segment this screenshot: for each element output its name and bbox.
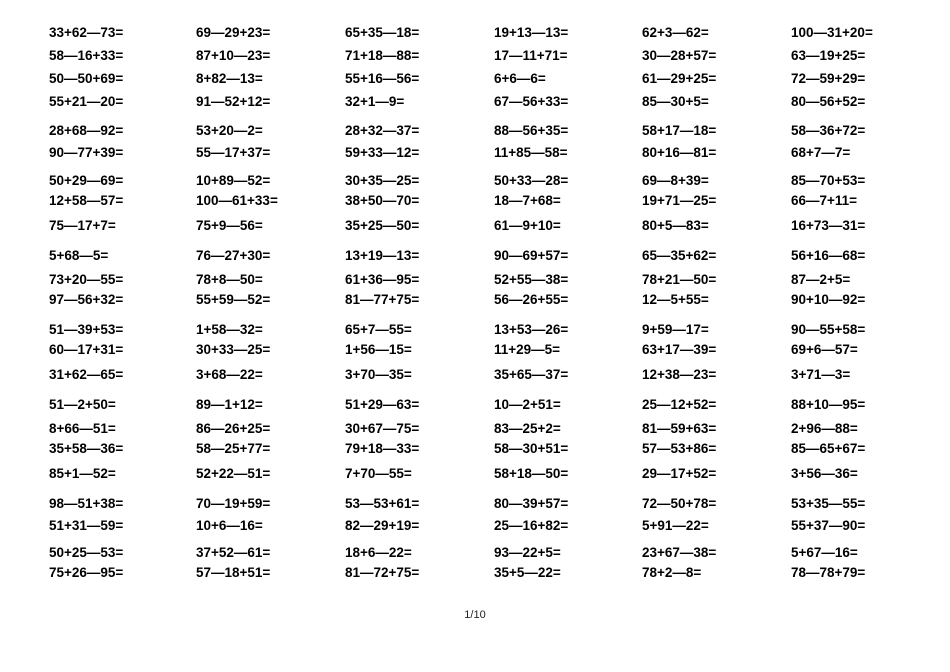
math-problem: 5+67—16=	[791, 545, 858, 560]
math-problem: 58—36+72=	[791, 123, 866, 138]
math-problem: 51+31—59=	[49, 518, 124, 533]
problem-column-6	[791, 0, 936, 600]
math-problem: 7+70—55=	[345, 466, 412, 481]
math-problem: 56—26+55=	[494, 292, 569, 307]
math-problem: 51—39+53=	[49, 322, 124, 337]
problem-column-1	[49, 0, 194, 600]
math-problem: 66—7+11=	[791, 193, 858, 208]
math-problem: 80—39+57=	[494, 496, 569, 511]
math-problem: 37+52—61=	[196, 545, 271, 560]
problem-column-3	[345, 0, 490, 600]
math-problem: 55+21—20=	[49, 94, 124, 109]
math-problem: 8+66—51=	[49, 421, 116, 436]
math-problem: 85—70+53=	[791, 173, 866, 188]
math-problem: 16+73—31=	[791, 218, 866, 233]
math-problem: 3+68—22=	[196, 367, 263, 382]
math-problem: 30+67—75=	[345, 421, 420, 436]
math-problem: 80+16—81=	[642, 145, 717, 160]
math-problem: 11+29—5=	[494, 342, 561, 357]
math-problem: 52+55—38=	[494, 272, 569, 287]
math-problem: 57—18+51=	[196, 565, 271, 580]
math-problem: 5+91—22=	[642, 518, 709, 533]
math-problem: 10+6—16=	[196, 518, 263, 533]
math-problem: 13+19—13=	[345, 248, 420, 263]
math-problem: 31+62—65=	[49, 367, 124, 382]
math-problem: 55+37—90=	[791, 518, 866, 533]
math-problem: 52+22—51=	[196, 466, 271, 481]
math-problem: 90—77+39=	[49, 145, 124, 160]
math-problem: 87—2+5=	[791, 272, 851, 287]
math-problem: 28+32—37=	[345, 123, 420, 138]
math-problem: 76—27+30=	[196, 248, 271, 263]
math-problem: 63+17—39=	[642, 342, 717, 357]
math-problem: 65—35+62=	[642, 248, 717, 263]
math-problem: 63—19+25=	[791, 48, 866, 63]
math-problem: 80+5—83=	[642, 218, 709, 233]
math-problem: 13+53—26=	[494, 322, 569, 337]
math-problem: 82—29+19=	[345, 518, 420, 533]
math-problem: 81—59+63=	[642, 421, 717, 436]
math-problem: 58—16+33=	[49, 48, 124, 63]
math-problem: 25—16+82=	[494, 518, 569, 533]
math-problem: 23+67—38=	[642, 545, 717, 560]
math-problem: 58+17—18=	[642, 123, 717, 138]
math-problem: 72—50+78=	[642, 496, 717, 511]
math-problem: 3+70—35=	[345, 367, 412, 382]
math-problem: 67—56+33=	[494, 94, 569, 109]
math-problem: 65+7—55=	[345, 322, 412, 337]
math-problem: 90—69+57=	[494, 248, 569, 263]
math-problem: 57—53+86=	[642, 441, 717, 456]
math-problem: 53+20—2=	[196, 123, 263, 138]
math-problem: 10+89—52=	[196, 173, 271, 188]
math-problem: 87+10—23=	[196, 48, 271, 63]
math-problem: 30—28+57=	[642, 48, 717, 63]
math-problem: 12+38—23=	[642, 367, 717, 382]
math-problem: 80—56+52=	[791, 94, 866, 109]
math-problem: 55+59—52=	[196, 292, 271, 307]
math-problem: 19+13—13=	[494, 25, 569, 40]
math-problem: 55+16—56=	[345, 71, 420, 86]
math-problem: 5+68—5=	[49, 248, 109, 263]
math-problem: 35+25—50=	[345, 218, 420, 233]
math-problem: 89—1+12=	[196, 397, 263, 412]
math-problem: 10—2+51=	[494, 397, 561, 412]
math-problem: 38+50—70=	[345, 193, 420, 208]
math-problem: 28+68—92=	[49, 123, 124, 138]
math-problem: 75—17+7=	[49, 218, 116, 233]
math-problem: 50+25—53=	[49, 545, 124, 560]
math-problem: 65+35—18=	[345, 25, 420, 40]
math-problem: 90+10—92=	[791, 292, 866, 307]
math-problem: 58—30+51=	[494, 441, 569, 456]
math-problem: 85+1—52=	[49, 466, 116, 481]
math-problem: 75+9—56=	[196, 218, 263, 233]
math-problem: 35+5—22=	[494, 565, 561, 580]
math-problem: 100—31+20=	[791, 25, 873, 40]
math-problem: 61—29+25=	[642, 71, 717, 86]
math-problem: 79+18—33=	[345, 441, 420, 456]
math-problem: 29—17+52=	[642, 466, 717, 481]
math-problem: 25—12+52=	[642, 397, 717, 412]
math-problem: 1+56—15=	[345, 342, 412, 357]
math-problem: 58+18—50=	[494, 466, 569, 481]
math-problem: 97—56+32=	[49, 292, 124, 307]
math-problem: 50—50+69=	[49, 71, 124, 86]
math-problem: 11+85—58=	[494, 145, 568, 160]
math-problem: 78+2—8=	[642, 565, 702, 580]
math-problem: 60—17+31=	[49, 342, 124, 357]
math-problem: 30+35—25=	[345, 173, 420, 188]
math-problem: 61+36—95=	[345, 272, 420, 287]
math-problem: 51—2+50=	[49, 397, 116, 412]
math-problem: 59+33—12=	[345, 145, 420, 160]
math-problem: 90—55+58=	[791, 322, 866, 337]
math-problem: 78+21—50=	[642, 272, 717, 287]
math-problem: 69—8+39=	[642, 173, 709, 188]
math-problem: 19+71—25=	[642, 193, 717, 208]
math-problem: 81—72+75=	[345, 565, 420, 580]
math-problem: 18+6—22=	[345, 545, 412, 560]
math-problem: 6+6—6=	[494, 71, 546, 86]
math-problem: 86—26+25=	[196, 421, 271, 436]
math-problem: 69—29+23=	[196, 25, 271, 40]
math-problem: 12+58—57=	[49, 193, 124, 208]
math-problem: 35+58—36=	[49, 441, 124, 456]
math-problem: 88+10—95=	[791, 397, 866, 412]
math-problem: 78—78+79=	[791, 565, 866, 580]
problem-column-4	[494, 0, 639, 600]
math-problem: 50+29—69=	[49, 173, 124, 188]
math-problem: 83—25+2=	[494, 421, 561, 436]
math-problem: 53+35—55=	[791, 496, 866, 511]
math-problem: 12—5+55=	[642, 292, 709, 307]
math-problem: 61—9+10=	[494, 218, 561, 233]
problem-column-2	[196, 0, 341, 600]
math-problem: 55—17+37=	[196, 145, 271, 160]
math-problem: 85—65+67=	[791, 441, 866, 456]
math-problem: 56+16—68=	[791, 248, 866, 263]
math-problem: 2+96—88=	[791, 421, 858, 436]
math-problem: 18—7+68=	[494, 193, 561, 208]
math-problem: 3+56—36=	[791, 466, 858, 481]
math-problem: 73+20—55=	[49, 272, 124, 287]
problem-column-5	[642, 0, 787, 600]
math-problem: 91—52+12=	[196, 94, 271, 109]
page-number: 1/10	[464, 609, 486, 621]
math-problem: 70—19+59=	[196, 496, 271, 511]
math-problem: 75+26—95=	[49, 565, 124, 580]
math-problem: 78+8—50=	[196, 272, 263, 287]
math-problem: 93—22+5=	[494, 545, 561, 560]
math-problem: 35+65—37=	[494, 367, 569, 382]
math-problem: 58—25+77=	[196, 441, 271, 456]
math-problem: 33+62—73=	[49, 25, 124, 40]
math-problem: 62+3—62=	[642, 25, 709, 40]
math-problem: 3+71—3=	[791, 367, 851, 382]
math-problem: 88—56+35=	[494, 123, 569, 138]
math-problem: 71+18—88=	[345, 48, 420, 63]
math-problem: 51+29—63=	[345, 397, 420, 412]
math-problem: 85—30+5=	[642, 94, 709, 109]
math-problem: 32+1—9=	[345, 94, 405, 109]
math-problem: 100—61+33=	[196, 193, 278, 208]
math-problem: 9+59—17=	[642, 322, 709, 337]
math-problem: 81—77+75=	[345, 292, 420, 307]
math-problem: 1+58—32=	[196, 322, 263, 337]
math-problem: 17—11+71=	[494, 48, 568, 63]
math-problem: 50+33—28=	[494, 173, 569, 188]
math-problem: 68+7—7=	[791, 145, 851, 160]
math-problem: 30+33—25=	[196, 342, 271, 357]
math-problem: 98—51+38=	[49, 496, 124, 511]
math-problem: 72—59+29=	[791, 71, 866, 86]
math-problem: 8+82—13=	[196, 71, 263, 86]
math-problem: 69+6—57=	[791, 342, 858, 357]
math-problem: 53—53+61=	[345, 496, 420, 511]
